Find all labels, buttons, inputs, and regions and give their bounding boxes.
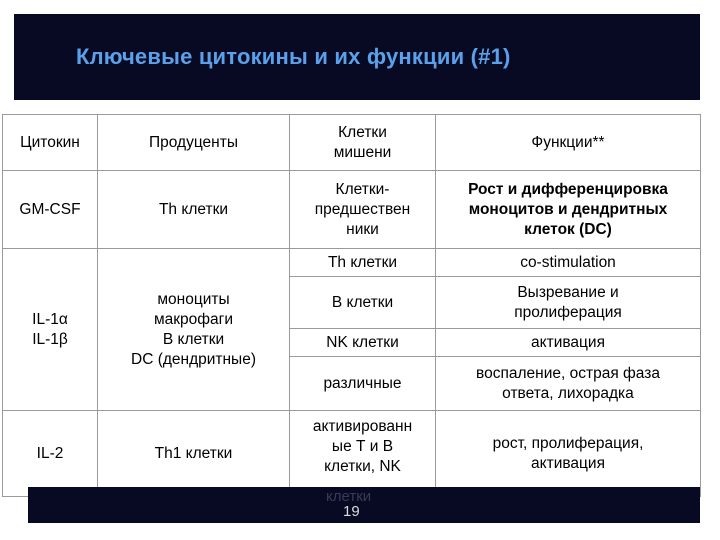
targets-cell: активированн ые Т и В клетки, NK <box>290 411 436 497</box>
producers-cell: моноциты макрофаги В клетки DC (дендритные) <box>98 249 290 411</box>
targets-cell: различные <box>290 357 436 411</box>
targets-cell: Клетки- предшествен ники <box>290 171 436 249</box>
cytokine-cell: GM-CSF <box>3 171 98 249</box>
cytokine-cell: IL-1α IL-1β <box>3 249 98 411</box>
functions-cell: воспаление, острая фаза ответа, лихорадка <box>436 357 701 411</box>
functions-cell: рост, пролиферация, активация <box>436 411 701 497</box>
targets-cell: В клетки <box>290 277 436 329</box>
cytokine-table <box>2 114 701 497</box>
header-cytokine: Цитокин <box>3 115 98 171</box>
header-functions: Функции** <box>436 115 701 171</box>
header-targets: Клетки мишени <box>290 115 436 171</box>
page-number: 19 <box>343 503 360 520</box>
functions-cell: активация <box>436 329 701 357</box>
functions-cell: Рост и дифференцировка моноцитов и дендритных клеток (DC) <box>436 171 701 249</box>
table-row <box>3 411 701 497</box>
slide-title: Ключевые цитокины и их функции (#1) <box>76 44 511 69</box>
targets-cell: Th клетки <box>290 249 436 277</box>
targets-overflow-text: клетки <box>326 488 372 505</box>
title-banner <box>14 14 700 100</box>
header-producers: Продуценты <box>98 115 290 171</box>
functions-cell: co-stimulation <box>436 249 701 277</box>
table-row <box>3 249 701 277</box>
header-row <box>3 115 701 171</box>
producers-cell: Th1 клетки <box>98 411 290 497</box>
cytokine-cell: IL-2 <box>3 411 98 497</box>
producers-cell: Th клетки <box>98 171 290 249</box>
targets-cell: NK клетки <box>290 329 436 357</box>
functions-cell: Вызревание и пролиферация <box>436 277 701 329</box>
table-row <box>3 171 701 249</box>
